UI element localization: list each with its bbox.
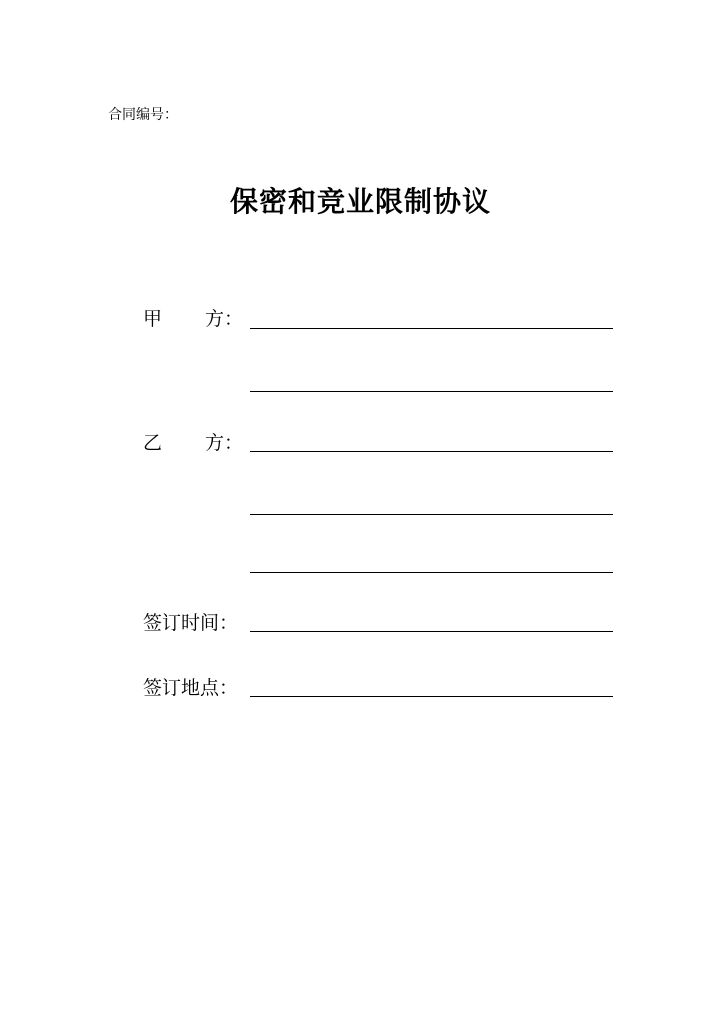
party-b-label-char2: 方： bbox=[204, 432, 243, 454]
party-b-fill-line-3 bbox=[250, 572, 613, 573]
party-a-label-char1: 甲 bbox=[143, 308, 163, 330]
party-b-fill-line-1 bbox=[250, 451, 613, 452]
contract-number-label: 合同编号： bbox=[108, 107, 178, 123]
party-b-label-char1: 乙 bbox=[143, 432, 163, 454]
document-title: 保密和竞业限制协议 bbox=[229, 185, 491, 218]
party-b-label bbox=[143, 430, 243, 456]
party-a-fill-line-1 bbox=[250, 328, 613, 329]
party-a-label bbox=[143, 306, 243, 332]
signing-time-fill-line bbox=[250, 631, 613, 632]
party-b-fill-line-2 bbox=[250, 514, 613, 515]
party-a-label-char2: 方： bbox=[204, 308, 243, 330]
signing-place-label: 签订地点： bbox=[143, 677, 239, 699]
party-a-fill-line-2 bbox=[250, 391, 613, 392]
signing-place-fill-line bbox=[250, 696, 613, 697]
signing-time-label: 签订时间： bbox=[143, 612, 239, 634]
